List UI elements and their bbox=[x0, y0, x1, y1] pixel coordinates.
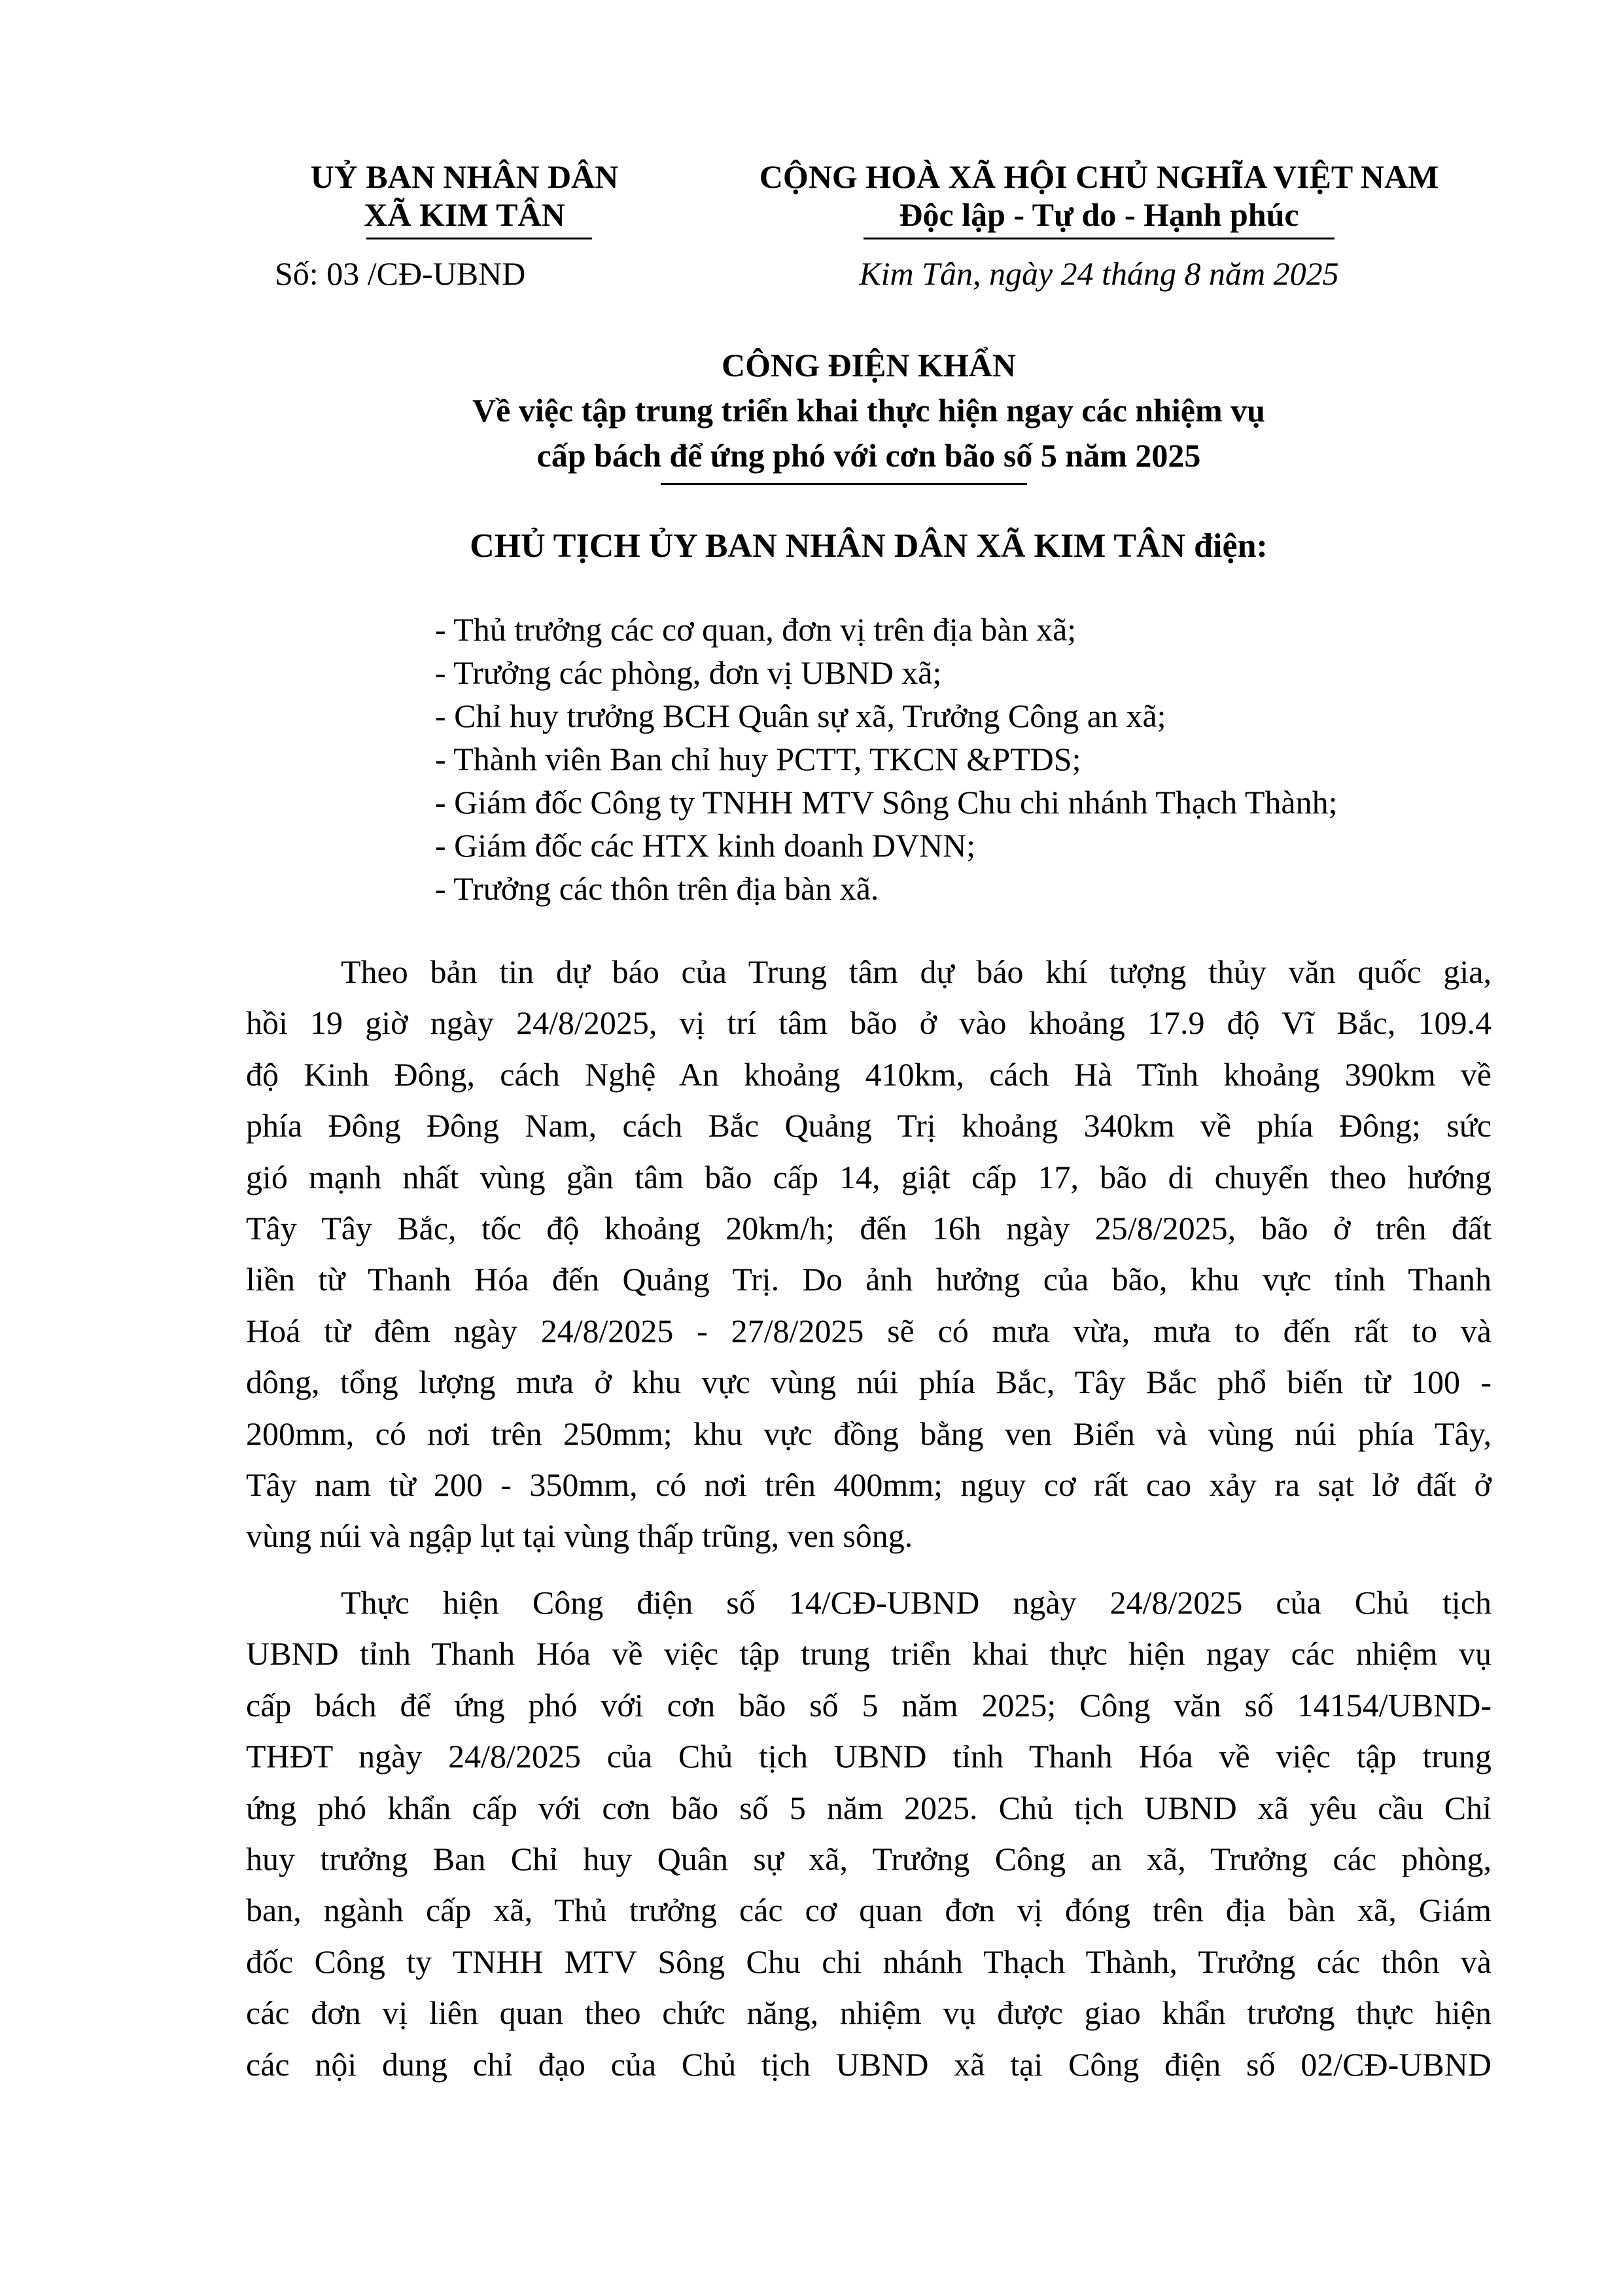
paragraph-line: Thực hiện Công điện số 14/CĐ-UBND ngày 24/8/2025 của Chủ tịch bbox=[341, 1584, 1492, 1621]
recipient-item: - Giám đốc các HTX kinh doanh DVNN; bbox=[435, 827, 976, 864]
place-date: Kim Tân, ngày 24 tháng 8 năm 2025 bbox=[859, 255, 1339, 292]
recipient-item: - Trưởng các thôn trên địa bàn xã. bbox=[435, 870, 879, 907]
paragraph-line: THĐT ngày 24/8/2025 của Chủ tịch UBND tỉnh Thanh Hóa về việc tập trung bbox=[246, 1738, 1492, 1775]
document-number: Số: 03 /CĐ-UBND bbox=[275, 255, 526, 292]
paragraph-line: Tây nam từ 200 - 350mm, có nơi trên 400mm; nguy cơ rất cao xảy ra sạt lở đất ở bbox=[246, 1466, 1492, 1504]
paragraph-line: phía Đông Đông Nam, cách Bắc Quảng Trị khoảng 340km về phía Đông; sức bbox=[246, 1107, 1492, 1144]
paragraph-line: các nội dung chỉ đạo của Chủ tịch UBND xã tại Công điện số 02/CĐ-UBND bbox=[246, 2045, 1492, 2083]
recipient-item: - Thành viên Ban chỉ huy PCTT, TKCN &PTDS; bbox=[435, 741, 1081, 777]
subject-underline bbox=[661, 483, 1027, 485]
paragraph-line: Theo bản tin dự báo của Trung tâm dự báo khí tượng thủy văn quốc gia, bbox=[341, 953, 1492, 990]
subject-line-1: Về việc tập trung triển khai thực hiện ngay các nhiệm vụ bbox=[472, 392, 1265, 429]
nation-name: CỘNG HOÀ XÃ HỘI CHỦ NGHĨA VIỆT NAM bbox=[759, 158, 1439, 195]
recipient-item: - Giám đốc Công ty TNHH MTV Sông Chu chi nhánh Thạch Thành; bbox=[435, 784, 1338, 821]
recipient-item: - Trưởng các phòng, đơn vị UBND xã; bbox=[435, 654, 942, 691]
paragraph-line: Tây Tây Bắc, tốc độ khoảng 20km/h; đến 16h ngày 25/8/2025, bão ở trên đất bbox=[246, 1210, 1492, 1247]
paragraph-line: vùng núi và ngập lụt tại vùng thấp trũng, ven sông. bbox=[246, 1517, 913, 1555]
national-motto: Độc lập - Tự do - Hạnh phúc bbox=[899, 196, 1299, 233]
paragraph-line: dông, tổng lượng mưa ở khu vực vùng núi phía Bắc, Tây Bắc phổ biến từ 100 - bbox=[246, 1364, 1492, 1401]
paragraph-line: 200mm, có nơi trên 250mm; khu vực đồng bằng ven Biển và vùng núi phía Tây, bbox=[246, 1415, 1492, 1452]
paragraph-line: cấp bách để ứng phó với cơn bão số 5 năm 2025; Công văn số 14154/UBND- bbox=[246, 1686, 1492, 1723]
paragraph-line: hồi 19 giờ ngày 24/8/2025, vị trí tâm bão ở vào khoảng 17.9 độ Vĩ Bắc, 109.4 bbox=[246, 1004, 1492, 1042]
paragraph-line: độ Kinh Đông, cách Nghệ An khoảng 410km, cách Hà Tĩnh khoảng 390km về bbox=[246, 1055, 1492, 1093]
paragraph-implementation bbox=[246, 1577, 1492, 2090]
paragraph-line: gió mạnh nhất vùng gần tâm bão cấp 14, giật cấp 17, bão di chuyển theo hướng bbox=[246, 1158, 1492, 1195]
paragraph-line: các đơn vị liên quan theo chức năng, nhiệm vụ được giao khẩn trương thực hiện bbox=[246, 1994, 1492, 2032]
document-type: CÔNG ĐIỆN KHẨN bbox=[721, 347, 1017, 383]
paragraph-line: Hoá từ đêm ngày 24/8/2025 - 27/8/2025 sẽ có mưa vừa, mưa to đến rất to và bbox=[246, 1312, 1492, 1349]
sender-line: CHỦ TỊCH ỦY BAN NHÂN DÂN XÃ KIM TÂN điện: bbox=[470, 527, 1268, 565]
commune-name: XÃ KIM TÂN bbox=[364, 196, 565, 233]
paragraph-line: ban, ngành cấp xã, Thủ trưởng các cơ quan đơn vị đóng trên địa bàn xã, Giám bbox=[246, 1892, 1492, 1929]
motto-underline bbox=[864, 238, 1335, 239]
recipient-item: - Chỉ huy trưởng BCH Quân sự xã, Trưởng Công an xã; bbox=[435, 698, 1166, 734]
paragraph-line: ứng phó khẩn cấp với cơn bão số 5 năm 2025. Chủ tịch UBND xã yêu cầu Chỉ bbox=[246, 1789, 1492, 1826]
paragraph-line: huy trưởng Ban Chỉ huy Quân sự xã, Trưởng Công an xã, Trưởng các phòng, bbox=[246, 1841, 1492, 1878]
paragraph-line: UBND tỉnh Thanh Hóa về việc tập trung triển khai thực hiện ngay các nhiệm vụ bbox=[246, 1635, 1492, 1672]
paragraph-line: liền từ Thanh Hóa đến Quảng Trị. Do ảnh hưởng của bão, khu vực tỉnh Thanh bbox=[246, 1261, 1492, 1298]
paragraph-line: đốc Công ty TNHH MTV Sông Chu chi nhánh Thạch Thành, Trưởng các thôn và bbox=[246, 1943, 1492, 1980]
agency-name: UỶ BAN NHÂN DÂN bbox=[310, 158, 619, 195]
subject-line-2: cấp bách để ứng phó với cơn bão số 5 năm 2025 bbox=[536, 437, 1201, 474]
paragraph-forecast bbox=[246, 946, 1492, 1562]
agency-underline bbox=[366, 238, 592, 239]
recipient-item: - Thủ trưởng các cơ quan, đơn vị trên địa bàn xã; bbox=[435, 611, 1077, 648]
